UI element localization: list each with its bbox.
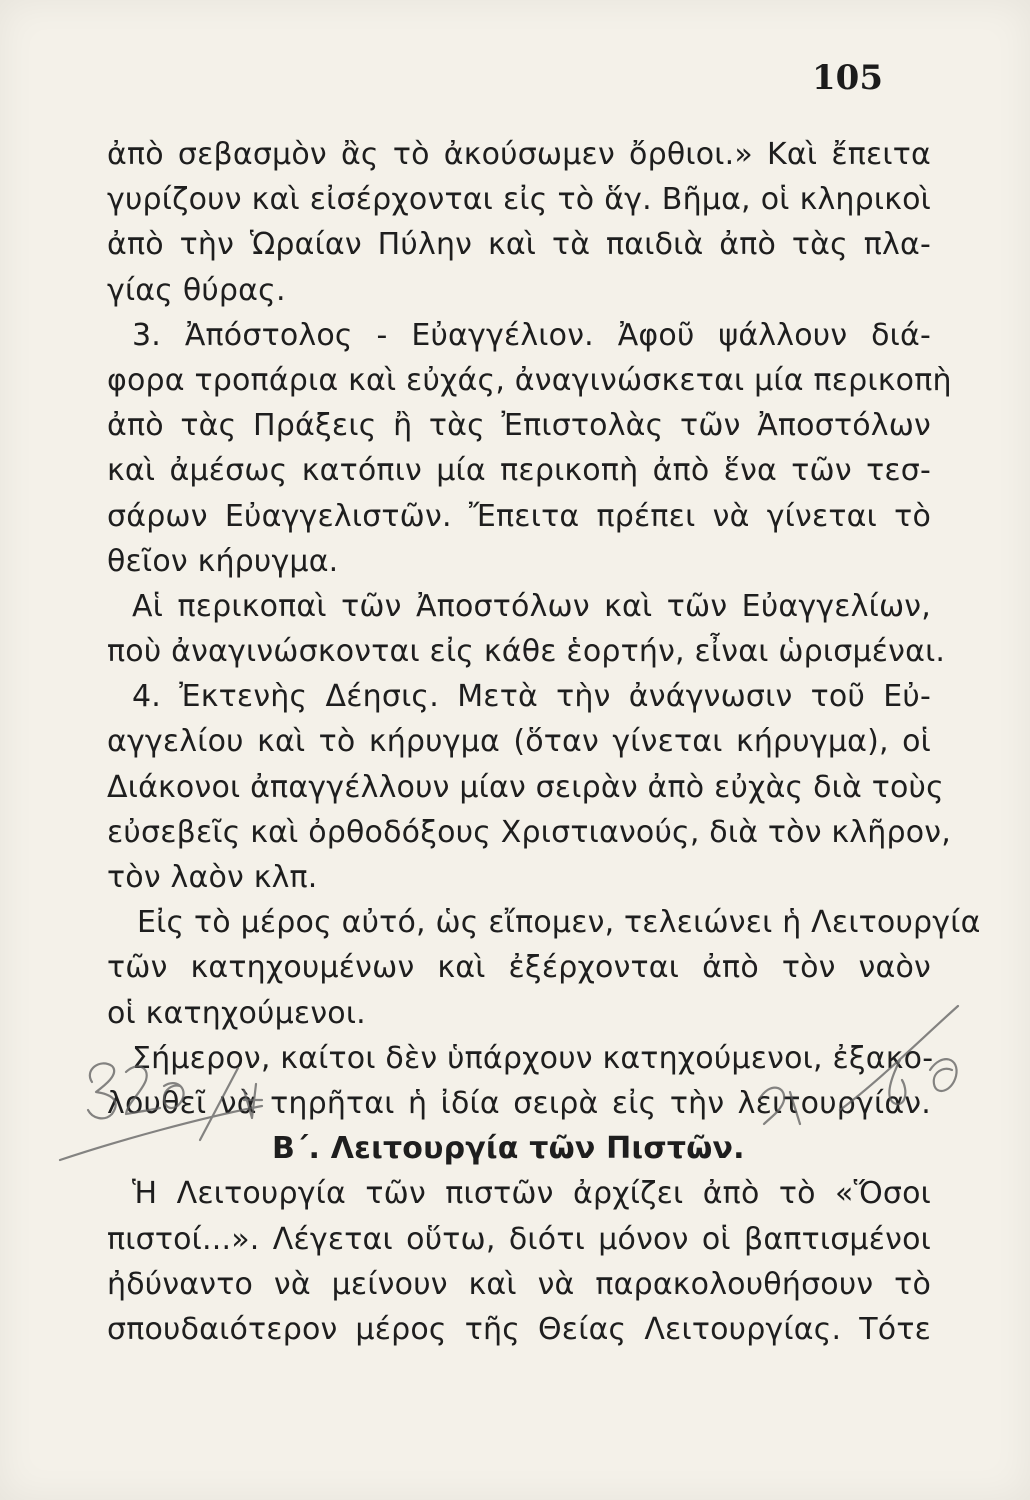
text-line: γυρίζουν καὶ εἰσέρχονται εἰς τὸ ἅγ. Βῆμα, οἱ κληρικοὶ (107, 182, 931, 218)
text-line: ἀπὸ τὰς Πράξεις ἢ τὰς Ἐπιστολὰς τῶν Ἀποστόλων (107, 408, 931, 444)
text-line: τὸν λαὸν κλπ. (107, 860, 318, 895)
section-heading-ektenis: 4. Ἐκτενὴς Δέησις. Μετὰ τὴν ἀνάγνωσιν τοῦ Εὐ- (132, 679, 931, 715)
body-text (107, 132, 981, 1352)
text-line: αγγελίου καὶ τὸ κήρυγμα (ὅταν γίνεται κήρυγμα), οἱ (107, 724, 931, 760)
text-line: ποὺ ἀναγινώσκονται εἰς κάθε ἑορτήν, εἶναι ὡρισμέναι. (107, 634, 946, 670)
text-line: οἱ κατηχούμενοι. (107, 995, 366, 1031)
text-line: Εἰς τὸ μέρος αὐτό, ὡς εἴπομεν, τελειώνει ἡ Λειτουργία (137, 905, 981, 941)
pencil-scribble-right (930, 1059, 957, 1091)
text-line: ἠδύναντο νὰ μείνουν καὶ νὰ παρακολουθήσουν τὸ (107, 1266, 931, 1302)
text-line: φορα τροπάρια καὶ εὐχάς, ἀναγινώσκεται μία περικοπὴ (107, 362, 952, 398)
text-line: θεῖον κήρυγμα. (107, 543, 339, 579)
text-line: καὶ ἀμέσως κατόπιν μία περικοπὴ ἀπὸ ἕνα τῶν τεσ- (107, 453, 931, 489)
text-line: Ἡ Λειτουργία τῶν πιστῶν ἀρχίζει ἀπὸ τὸ «Ὅσοι (132, 1176, 931, 1212)
text-line: λουθεῖ νὰ τηρῆται ἡ ἰδία σειρὰ εἰς τὴν λειτουργίαν. (107, 1085, 931, 1121)
page-number: 105 (812, 58, 883, 98)
text-line: σάρων Εὐαγγελιστῶν. Ἔπειτα πρέπει νὰ γίνεται τὸ (107, 498, 931, 534)
text-line: ἀπὸ τὴν Ὡραίαν Πύλην καὶ τὰ παιδιὰ ἀπὸ τὰς πλα- (107, 227, 931, 263)
text-line: σπουδαιότερον μέρος τῆς Θείας Λειτουργίας. Τότε (107, 1311, 931, 1347)
text-line: Διάκονοι ἀπαγγέλλουν μίαν σειρὰν ἀπὸ εὐχὰς διὰ τοὺς (107, 769, 944, 805)
section-heading-pistoi: Β΄. Λειτουργία τῶν Πιστῶν. (272, 1131, 745, 1167)
section-heading-apostolos: 3. Ἀπόστολος - Εὐαγγέλιον. Ἀφοῦ ψάλλουν διά- (132, 317, 931, 353)
text-line: γίας θύρας. (107, 272, 286, 308)
text-line: ἀπὸ σεβασμὸν ἂς τὸ ἀκούσωμεν ὄρθιοι.» Καὶ ἔπειτα (107, 137, 931, 172)
text-line: πιστοί...». Λέγεται οὕτω, διότι μόνον οἱ βαπτισμένοι (107, 1221, 931, 1257)
text-line: εὐσεβεῖς καὶ ὀρθοδόξους Χριστιανούς, διὰ τὸν κλῆρον, (107, 814, 951, 850)
text-line: τῶν κατηχουμένων καὶ ἐξέρχονται ἀπὸ τὸν ναὸν (107, 950, 931, 986)
text-line: Σήμερον, καίτοι δὲν ὑπάρχουν κατηχούμενοι, ἐξακο- (132, 1040, 934, 1076)
text-line: Αἱ περικοπαὶ τῶν Ἀποστόλων καὶ τῶν Εὐαγγελίων, (132, 588, 931, 624)
